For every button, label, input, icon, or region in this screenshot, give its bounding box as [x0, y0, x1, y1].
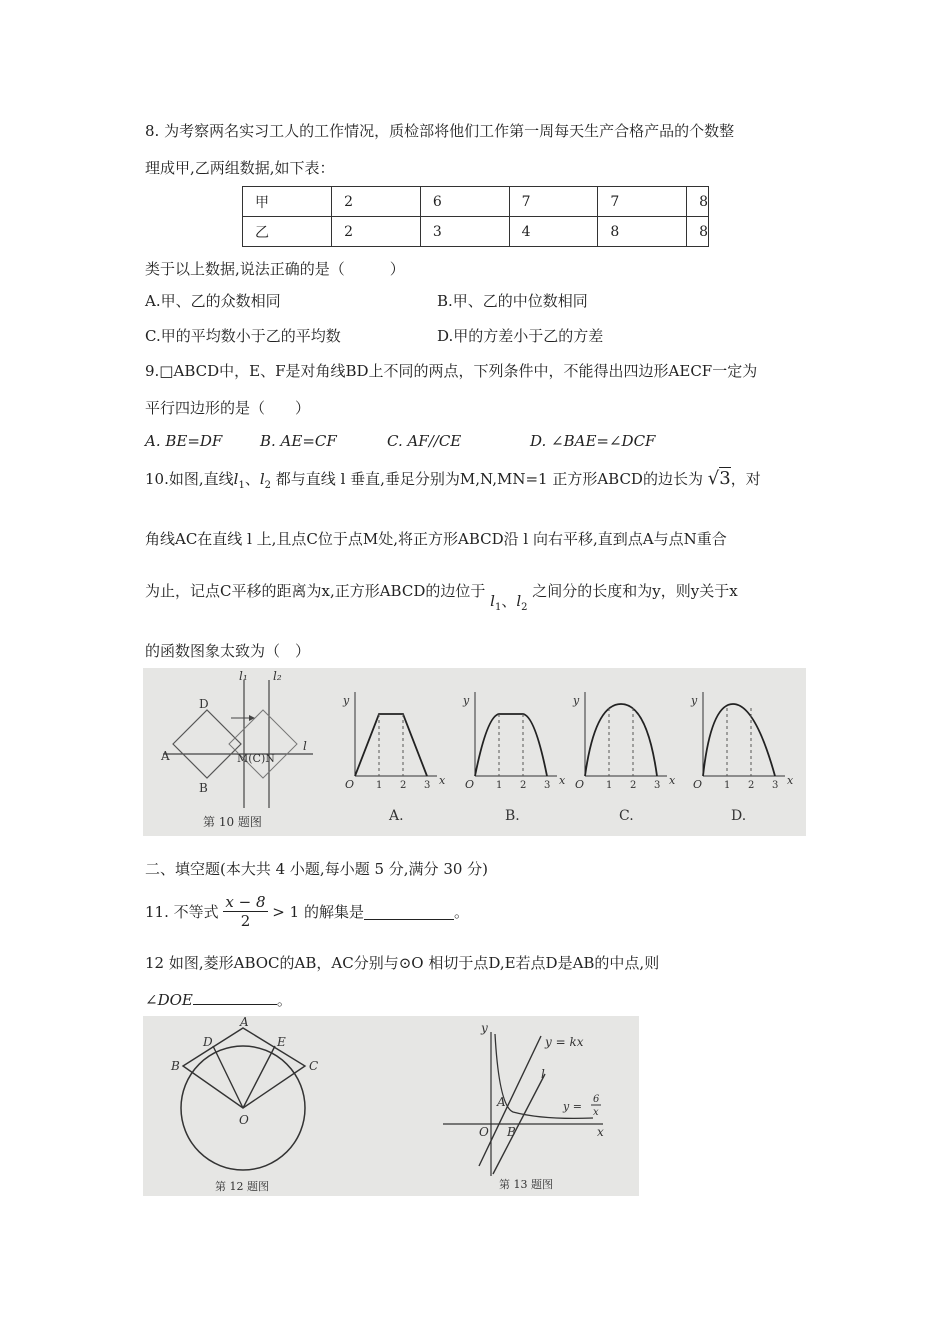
svg-text:3: 3: [424, 780, 431, 791]
svg-text:y: y: [343, 694, 350, 707]
graph-a: [342, 692, 446, 824]
label-d: D: [199, 697, 209, 711]
table-row: [243, 217, 709, 247]
svg-text:y: y: [573, 694, 580, 707]
svg-text:y =: y =: [563, 1100, 582, 1113]
svg-text:2: 2: [630, 780, 637, 791]
table-cell: 4: [509, 217, 598, 247]
sqrt-symbol: √3: [707, 468, 731, 489]
label-l: l: [303, 739, 307, 753]
q10-text-a: 10.如图,直线: [145, 470, 234, 488]
svg-text:O: O: [575, 778, 585, 791]
square-shifted: [229, 710, 297, 778]
svg-text:l: l: [541, 1067, 545, 1081]
square-abcd: [173, 710, 241, 778]
svg-text:B: B: [507, 1125, 516, 1139]
svg-text:y: y: [691, 694, 698, 707]
svg-text:3: 3: [772, 780, 779, 791]
q10-text-b: 都与直线 l 垂直,垂足分别为M,N,MN=1 正方形ABCD的边长为: [275, 470, 703, 488]
svg-text:O: O: [465, 778, 475, 791]
table-cell: 7: [598, 187, 687, 217]
label-l1: l₁: [239, 669, 248, 683]
answer-blank: [193, 988, 277, 1005]
svg-text:D: D: [203, 1035, 213, 1049]
svg-text:x: x: [597, 1125, 604, 1139]
svg-text:O: O: [345, 778, 355, 791]
svg-text:y: y: [481, 1021, 488, 1035]
q11-line: 11. 不等式 $\frac{x - 8}{2}$ > 1 的解集是 。: [145, 893, 469, 930]
figure-10-caption: 第 10 题图: [203, 815, 262, 829]
label-mcn: M(C)N: [237, 752, 275, 765]
svg-text:1: 1: [496, 780, 503, 791]
graph-c: [572, 692, 676, 824]
table-cell: 8: [687, 187, 709, 217]
answer-blank: [364, 903, 454, 920]
q10-line-4: 的函数图象太致为（ ）: [145, 642, 311, 660]
figures-12-13-drawing: [143, 1016, 639, 1196]
q8-line-1: 8. 为考察两名实习工人的工作情况，质检部将他们工作第一周每天生产合格产品的个数整: [145, 122, 735, 140]
q12-line-2: ∠DOE 。: [145, 988, 292, 1010]
svg-text:A: A: [240, 1016, 249, 1029]
svg-text:C.: C.: [619, 808, 634, 824]
figure-13-caption: 第 13 题图: [499, 1178, 553, 1191]
table-cell: 8: [687, 217, 709, 247]
segment-oe: [243, 1046, 275, 1108]
line-l1: $l_1$: [233, 470, 245, 491]
rhombus-aboc: [183, 1028, 305, 1108]
table-row: [243, 187, 709, 217]
svg-text:x: x: [669, 774, 676, 787]
q8-line-2: 理成甲,乙两组数据,如下表：: [145, 159, 335, 177]
svg-text:x: x: [593, 1107, 599, 1118]
line-l1: $l_1$: [490, 592, 502, 613]
q9-option-b: B. AE=CF: [260, 432, 337, 450]
arrow-head-icon: [249, 715, 255, 721]
svg-text:C: C: [309, 1059, 319, 1073]
svg-text:B.: B.: [505, 808, 520, 824]
q8-data-table: [242, 186, 709, 247]
q9-option-a: A. BE=DF: [145, 432, 223, 450]
svg-text:1: 1: [376, 780, 383, 791]
line-l2: $l_2$: [259, 470, 272, 491]
fraction: $\frac{x - 8}{2}$: [225, 893, 266, 930]
svg-text:O: O: [479, 1125, 489, 1139]
figure-10-drawing: [143, 668, 806, 836]
q9-line-1: 9.□ABCD中，E、F是对角线BD上不同的两点，下列条件中，不能得出四边形AECF一定为: [145, 362, 758, 380]
svg-text:2: 2: [748, 780, 755, 791]
table-cell: 乙: [243, 217, 332, 247]
table-cell: 3: [420, 217, 509, 247]
svg-text:2: 2: [520, 780, 527, 791]
q8-stem: 类于以上数据,说法正确的是（ ）: [145, 260, 405, 278]
svg-text:2: 2: [400, 780, 407, 791]
q8-option-a: A.甲、乙的众数相同: [145, 292, 281, 310]
svg-text:B: B: [171, 1059, 180, 1073]
graph-b: [462, 692, 566, 824]
label-b: B: [199, 781, 208, 795]
figure-12-caption: 第 12 题图: [215, 1180, 269, 1193]
table-cell: 2: [332, 217, 421, 247]
graph-d: [690, 692, 794, 824]
table-cell: 甲: [243, 187, 332, 217]
q12-line-1: 12 如图,菱形ABOC的AB，AC分别与⊙O 相切于点D,E若点D是AB的中点,则: [145, 954, 660, 972]
label-l2: l₂: [273, 669, 282, 683]
q10-line-2: 角线AC在直线 l 上,且点C位于点M处,将正方形ABCD沿 l 向右平移,直到点A与点N重合: [145, 530, 727, 548]
q8-option-c: C.甲的平均数小于乙的平均数: [145, 327, 341, 345]
svg-text:A: A: [497, 1095, 506, 1109]
segment-od: [213, 1046, 243, 1108]
svg-text:x: x: [439, 774, 446, 787]
svg-text:3: 3: [654, 780, 661, 791]
svg-text:y = kx: y = kx: [545, 1035, 584, 1049]
q9-line-2: 平行四边形的是（ ）: [145, 399, 311, 417]
separator: 、: [244, 470, 260, 488]
table-cell: 8: [598, 217, 687, 247]
q9-option-c: C. AF//CE: [387, 432, 462, 450]
svg-text:6: 6: [593, 1094, 600, 1105]
table-cell: 2: [332, 187, 421, 217]
svg-text:O: O: [239, 1113, 249, 1127]
svg-text:x: x: [787, 774, 794, 787]
svg-text:1: 1: [724, 780, 731, 791]
table-cell: 6: [420, 187, 509, 217]
q10-line-3: 为止，记点C平移的距离为x,正方形ABCD的边位于 $l_1$、$l_2$ 之间分的长度和为y，则y关于x: [145, 582, 738, 613]
table-cell: 7: [509, 187, 598, 217]
q9-option-d: D. ∠BAE=∠DCF: [530, 432, 656, 450]
svg-text:O: O: [693, 778, 703, 791]
svg-text:x: x: [559, 774, 566, 787]
q10-text-c: ，对: [730, 470, 761, 488]
q8-option-d: D.甲的方差小于乙的方差: [437, 327, 604, 345]
figure-10: [143, 668, 806, 836]
figures-12-13: [143, 1016, 639, 1196]
section-2-heading: 二、填空题(本大共 4 小题,每小题 5 分,满分 30 分): [145, 860, 489, 878]
q10-line-1: [145, 468, 761, 491]
svg-text:A.: A.: [389, 808, 404, 824]
q8-option-b: B.甲、乙的中位数相同: [437, 292, 588, 310]
svg-text:y: y: [463, 694, 470, 707]
svg-text:E: E: [277, 1035, 286, 1049]
svg-text:D.: D.: [731, 808, 747, 824]
line-l2: $l_2$: [516, 592, 528, 613]
svg-text:1: 1: [606, 780, 613, 791]
label-a: A: [161, 749, 170, 763]
svg-text:3: 3: [544, 780, 551, 791]
